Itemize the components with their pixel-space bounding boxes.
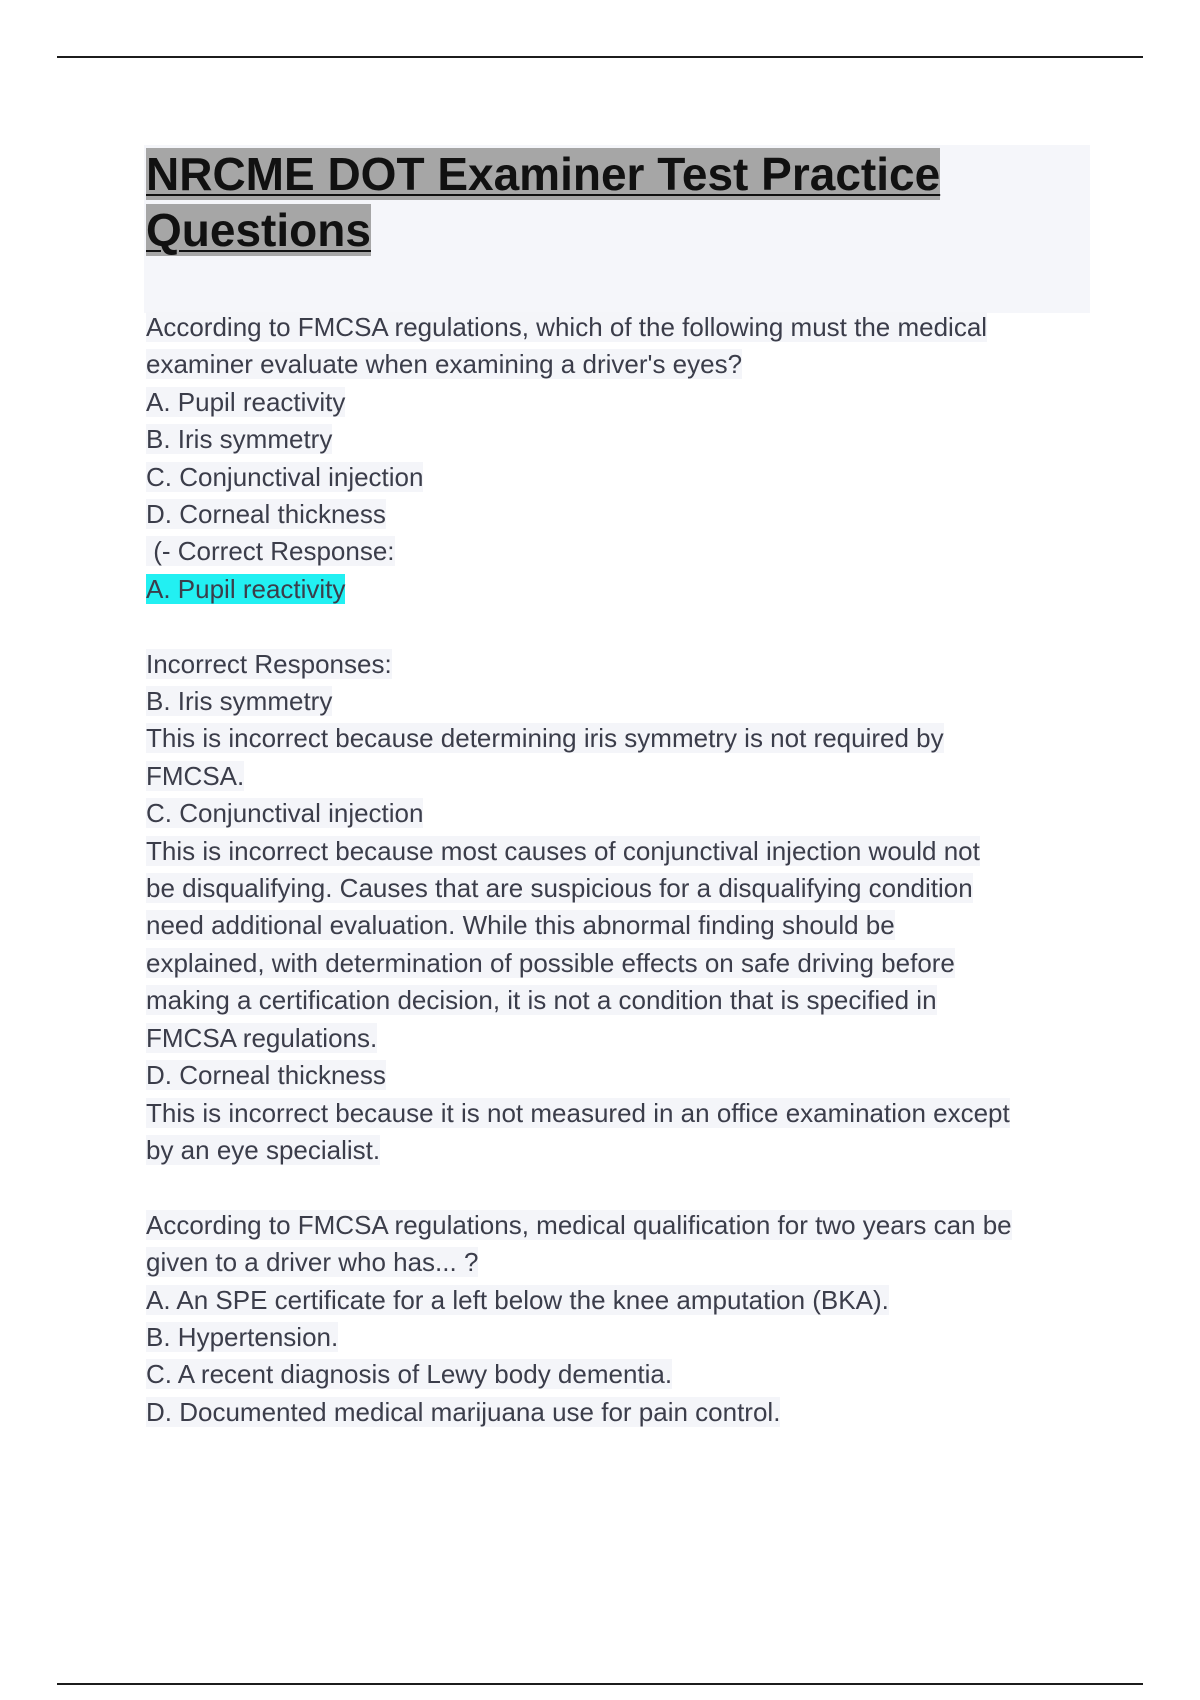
spacer xyxy=(146,608,1096,645)
footer-rule xyxy=(57,1683,1143,1685)
question-2-option-d: D. Documented medical marijuana use for pain control. xyxy=(146,1396,781,1427)
incorrect-d-explanation-line: This is incorrect because it is not measured in an office examination except xyxy=(146,1097,1010,1128)
correct-response-label: (- Correct Response: xyxy=(146,536,395,567)
spacer xyxy=(146,1169,1096,1206)
incorrect-option-b: B. Iris symmetry xyxy=(146,686,333,717)
incorrect-c-explanation-line: need additional evaluation. While this abnormal finding should be xyxy=(146,910,895,941)
correct-response-answer xyxy=(146,571,1096,608)
incorrect-b-explanation-line: FMCSA. xyxy=(146,760,245,791)
question-1 xyxy=(146,309,1096,1169)
question-2-option-b: B. Hypertension. xyxy=(146,1321,339,1352)
incorrect-option-d: D. Corneal thickness xyxy=(146,1060,386,1091)
question-1-text-line-2: examiner evaluate when examining a driver's eyes? xyxy=(146,349,743,380)
question-1-option-c: C. Conjunctival injection xyxy=(146,461,424,492)
question-1-option-d: D. Corneal thickness xyxy=(146,499,386,530)
incorrect-b-explanation-line: This is incorrect because determining iris symmetry is not required by xyxy=(146,723,944,754)
title-line-2: Questions xyxy=(146,204,371,256)
incorrect-c-explanation-line: FMCSA regulations. xyxy=(146,1022,378,1053)
correct-answer-highlight: A. Pupil reactivity xyxy=(146,573,346,604)
document-title xyxy=(146,146,1046,258)
question-2-option-a: A. An SPE certificate for a left below the knee amputation (BKA). xyxy=(146,1284,889,1315)
incorrect-c-explanation-line: This is incorrect because most causes of conjunctival injection would not xyxy=(146,835,980,866)
title-line-1: NRCME DOT Examiner Test Practice xyxy=(146,148,941,200)
incorrect-c-explanation-line: making a certification decision, it is not a condition that is specified in xyxy=(146,985,937,1016)
question-2-text-line-1: According to FMCSA regulations, medical qualification for two years can be xyxy=(146,1209,1012,1240)
incorrect-c-explanation-line: explained, with determination of possible effects on safe driving before xyxy=(146,947,955,978)
question-2 xyxy=(146,1207,1096,1431)
document-body xyxy=(146,309,1096,1431)
incorrect-option-c: C. Conjunctival injection xyxy=(146,798,424,829)
header-rule xyxy=(57,56,1143,58)
question-2-text-line-2: given to a driver who has... ? xyxy=(146,1247,479,1278)
question-1-text-line-1: According to FMCSA regulations, which of the following must the medical xyxy=(146,312,988,342)
question-1-option-a: A. Pupil reactivity xyxy=(146,386,346,417)
incorrect-c-explanation-line: be disqualifying. Causes that are suspicious for a disqualifying condition xyxy=(146,873,973,904)
question-1-option-b: B. Iris symmetry xyxy=(146,424,333,455)
incorrect-responses-label: Incorrect Responses: xyxy=(146,648,392,679)
incorrect-d-explanation-line: by an eye specialist. xyxy=(146,1134,381,1165)
question-2-option-c: C. A recent diagnosis of Lewy body dementia. xyxy=(146,1359,673,1390)
